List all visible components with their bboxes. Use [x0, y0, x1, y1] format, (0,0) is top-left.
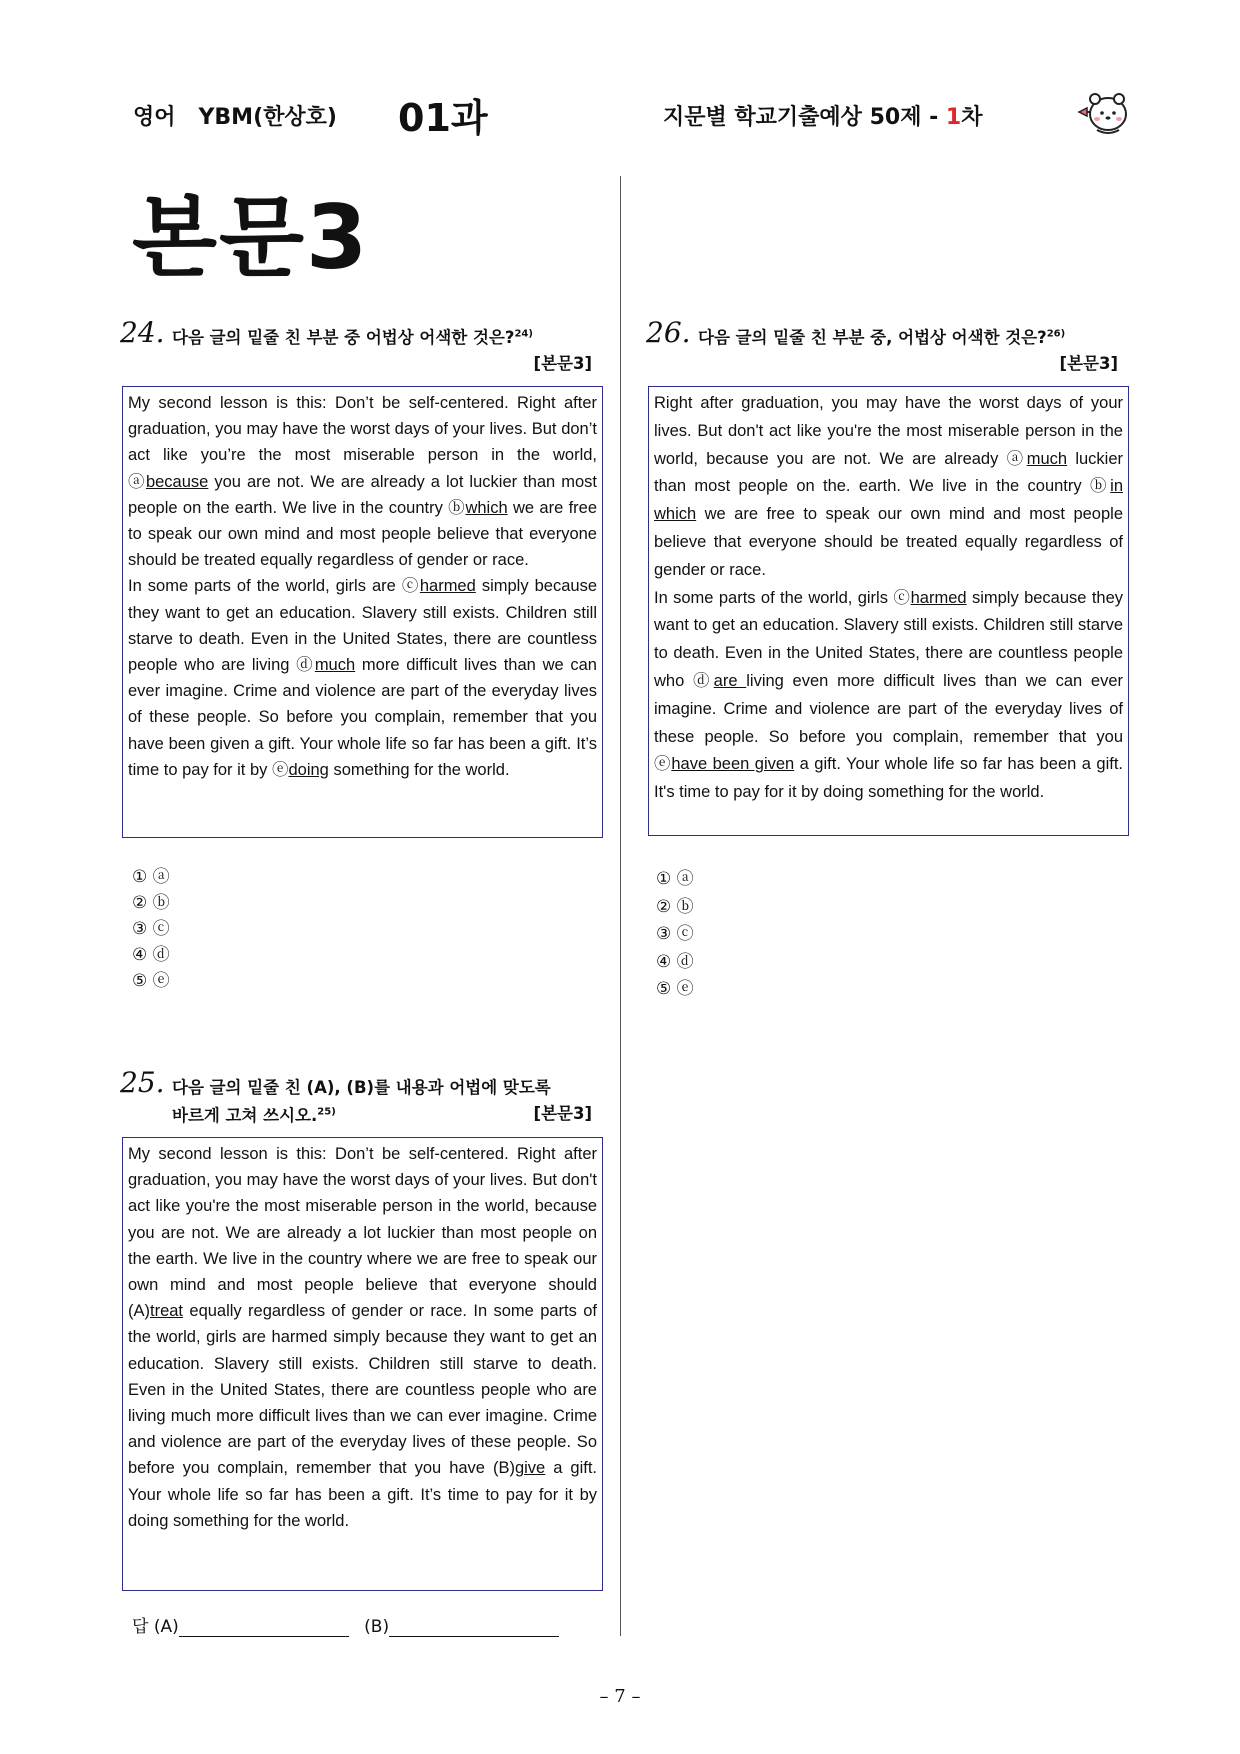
choice-1[interactable]: ① ⓐ: [656, 869, 694, 889]
underlined-a: treat: [150, 1302, 184, 1321]
answer-a-blank[interactable]: [179, 1618, 349, 1637]
marker-a: ⓐ: [1006, 449, 1027, 468]
series-suffix: 차: [961, 105, 983, 130]
passage-text: living even more difficult lives than we can ever imagine. Crime and violence are part of the everyday lives of these people. So before you complain, remember that you: [654, 671, 1123, 746]
choice-5[interactable]: ⑤ ⓔ: [132, 971, 170, 991]
passage-text: In some parts of the world, girls: [654, 588, 894, 607]
marker-a: (A): [128, 1302, 150, 1321]
series-round: 1: [945, 105, 962, 130]
passage-text: you are not. We are already a lot luckier than most people on the earth. We live in the country: [128, 472, 598, 517]
section-tag: [본문3]: [533, 354, 592, 373]
choice-list: [656, 866, 694, 1004]
prompt-text: 다음 글의 밑줄 친 부분 중, 어법상 어색한 것은?: [698, 328, 1047, 347]
page-header: [130, 92, 1130, 142]
question-prompt: [172, 324, 533, 348]
series-prefix: 지문별 학교기출예상 50제 -: [663, 105, 946, 130]
bear-mascot-icon: [1075, 86, 1131, 138]
question-number: 25.: [120, 1066, 165, 1099]
marker-b: ⓑ: [448, 498, 466, 517]
marker-d: ⓓ: [296, 656, 315, 675]
passage-text: a gift. Your whole life so far has been a gift. It's time to pay for it by doing something for the world.: [654, 755, 1123, 802]
underlined-e: doing: [288, 760, 329, 779]
choice-5[interactable]: ⑤ ⓔ: [656, 979, 694, 999]
footnote-ref: 25): [317, 1106, 336, 1118]
marker-d: ⓓ: [693, 671, 714, 690]
choice-4[interactable]: ④ ⓓ: [132, 945, 170, 965]
page-number: – 7 –: [599, 1686, 641, 1707]
section-title: 본문3: [132, 186, 370, 289]
passage-text: My second lesson is this: Don’t be self-centered. Right after graduation, you may have the worst days of your lives. But don’t act like you’re the most miserable person in the world,: [128, 394, 597, 465]
answer-a-label: (A): [153, 1617, 179, 1637]
choice-4[interactable]: ④ ⓓ: [656, 951, 694, 972]
choice-list: [132, 864, 170, 994]
underlined-e: have been given: [671, 755, 795, 774]
passage-text: My second lesson is this: Don’t be self-centered. Right after graduation, you may have the worst days of your lives. But don't act like you're the most miserable person in the world, because you are not. We are already a lot luckier than most people on the earth. We live in the country where we are free to speak our own mind and most people believe that everyone should: [128, 1145, 597, 1295]
passage-text: Right after graduation, you may have the worst days of your lives. But don't act like you're the most miserable person in the world, because you are not. We are already: [654, 394, 1123, 468]
passage-paragraph: [654, 585, 1123, 807]
series-label: [663, 100, 982, 131]
question-prompt: [698, 324, 1065, 348]
passage-text: we are free to speak our own mind and most people believe that everyone should be treated equally regardless of gender or race.: [654, 505, 1123, 579]
passage-box: [648, 386, 1129, 836]
passage-text: simply because they want to get an education. Slavery still exists. Children still starve to death. Even in the United States, there are countless people who are living: [128, 577, 598, 675]
passage-text: equally regardless of gender or race. In some parts of the world, girls are harmed simply because they want to get an education. Slavery still exists. Children still starve to death. Even in the United States, there are countless people who are living much more difficult lives than we can ever imagine. Crime and violence are part of the everyday lives of these people. So before you complain, remember that you have: [128, 1302, 597, 1478]
marker-b: (B): [492, 1459, 515, 1478]
column-divider: [620, 176, 621, 1636]
underlined-c: harmed: [419, 577, 476, 596]
question-26: [646, 316, 1128, 378]
passage-paragraph: [128, 1141, 597, 1534]
answer-b-blank[interactable]: [389, 1618, 559, 1637]
passage-paragraph: [654, 390, 1123, 585]
passage-box: [122, 386, 603, 838]
marker-e: ⓔ: [654, 755, 672, 774]
underlined-c: harmed: [910, 588, 967, 607]
prompt-text: 바르게 고쳐 쓰시오.: [172, 1106, 318, 1125]
underlined-b: which: [465, 498, 508, 517]
answer-prefix: 답: [132, 1617, 149, 1637]
underlined-d: are: [713, 671, 747, 690]
passage-text: simply because they want to get an education. Slavery still exists. Children still starve to death. Even in the United States, there are countless people who: [654, 588, 1124, 690]
subject-label: 영어 YBM(한상호): [133, 105, 337, 130]
answer-line: [132, 1612, 569, 1637]
underlined-b: give: [514, 1459, 546, 1478]
question-25: [120, 1066, 602, 1128]
question-prompt-line2: [172, 1102, 336, 1126]
passage-box: [122, 1137, 603, 1591]
choice-3[interactable]: ③ ⓒ: [656, 924, 694, 944]
answer-b-label: (B): [364, 1617, 390, 1637]
underlined-a: because: [145, 472, 209, 491]
footnote-ref: 24): [514, 328, 533, 340]
underlined-d: much: [314, 656, 356, 675]
marker-c: ⓒ: [401, 577, 420, 596]
question-number: 24.: [120, 316, 165, 349]
underlined-b: in which: [654, 477, 1124, 524]
choice-3[interactable]: ③ ⓒ: [132, 919, 170, 939]
underlined-a: much: [1026, 449, 1068, 468]
section-tag: [본문3]: [533, 1104, 592, 1123]
choice-1[interactable]: ① ⓐ: [132, 867, 170, 887]
marker-e: ⓔ: [271, 760, 289, 779]
marker-c: ⓒ: [893, 588, 911, 607]
passage-text: In some parts of the world, girls are: [128, 577, 402, 596]
prompt-text: 다음 글의 밑줄 친 부분 중 어법상 어색한 것은?: [172, 328, 515, 347]
question-number: 26.: [646, 316, 691, 349]
passage-paragraph: [128, 390, 597, 573]
passage-text: more difficult lives than we can ever imagine. Crime and violence are part of the everyday lives of these people. So before you complain, remember that you have been given a gift. Your whole life so far has been a gift. It’s time to pay for it by: [128, 656, 597, 779]
passage-paragraph: [128, 573, 597, 783]
question-prompt-line1: 다음 글의 밑줄 친 (A), (B)를 내용과 어법에 맞도록: [172, 1078, 551, 1097]
section-tag: [본문3]: [1059, 354, 1118, 373]
lesson-label: 01과: [398, 96, 488, 140]
passage-text: we are free to speak our own mind and most people believe that everyone should be treated equally regardless of gender or race.: [128, 498, 598, 570]
marker-a: ⓐ: [128, 472, 146, 491]
marker-b: ⓑ: [1089, 477, 1111, 496]
choice-2[interactable]: ② ⓑ: [132, 893, 170, 913]
question-24: [120, 316, 602, 378]
footnote-ref: 26): [1046, 328, 1066, 340]
passage-text: a gift. Your whole life so far has been a gift. It’s time to pay for it by doing something for the world.: [128, 1459, 597, 1530]
choice-2[interactable]: ② ⓑ: [656, 896, 694, 917]
passage-text: something for the world.: [328, 760, 510, 779]
passage-text: luckier than most people on the. earth. We live in the country: [654, 449, 1123, 496]
